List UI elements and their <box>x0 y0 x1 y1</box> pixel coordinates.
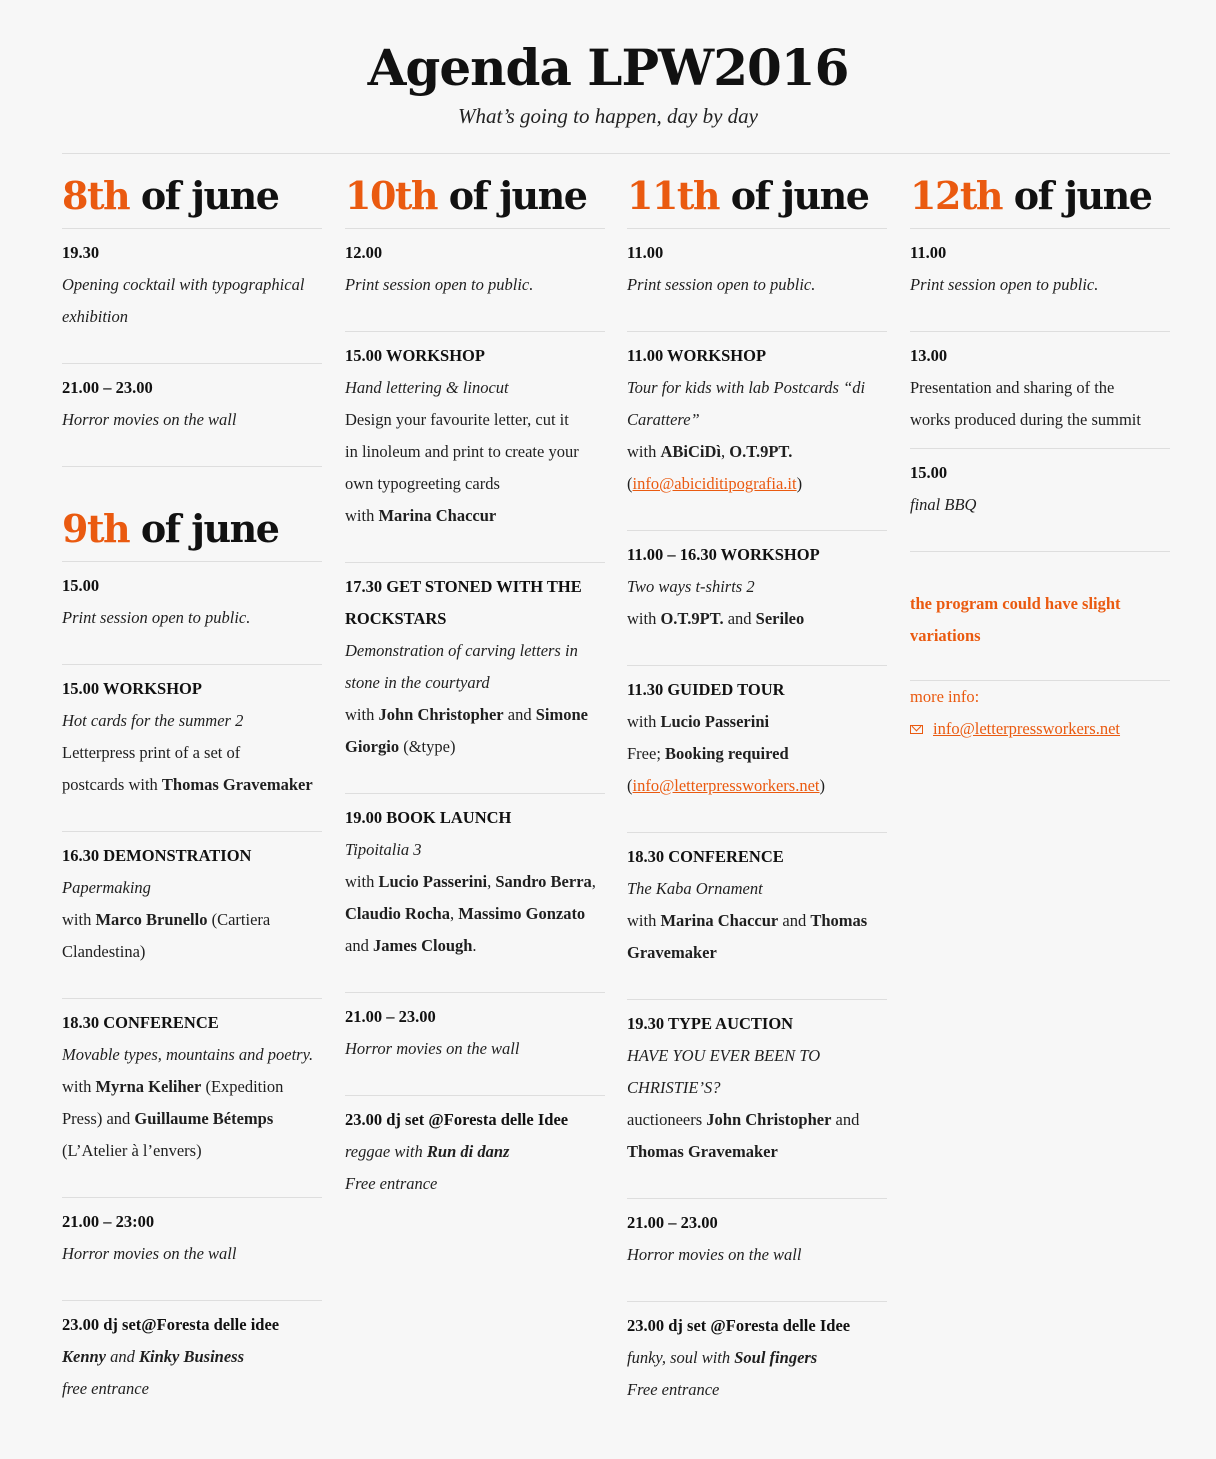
event-subtitle: Papermaking <box>62 878 151 897</box>
event-time: 23.00 dj set @Foresta delle Idee <box>627 1316 851 1335</box>
event-subtitle: The Kaba Ornament <box>627 879 763 898</box>
event-8-2 <box>62 364 322 467</box>
more-info-email-link[interactable]: info@letterpressworkers.net <box>933 719 1121 738</box>
event-description: own typogreeting cards <box>345 474 500 493</box>
page-subtitle: What’s going to happen, day by day <box>458 104 758 128</box>
event-subtitle: stone in the courtyard <box>345 673 490 692</box>
event-description: auctioneers John Christopher and <box>627 1110 860 1129</box>
column-1 <box>62 168 322 1435</box>
event-description: (L’Atelier à l’envers) <box>62 1141 202 1160</box>
person-name: Marina Chaccur <box>378 506 497 525</box>
day-number: 8th <box>62 173 130 218</box>
event-description: with Lucio Passerini, Sandro Berra, <box>345 872 596 891</box>
event-note: Free entrance <box>627 1380 720 1399</box>
day-heading-12 <box>910 168 1170 229</box>
person-name: Lucio Passerini <box>660 712 770 731</box>
event-description: works produced during the summit <box>910 410 1141 429</box>
artist-name: Kenny <box>62 1347 107 1366</box>
event-description: Claudio Rocha, Massimo Gonzato <box>345 904 586 923</box>
more-info-label: more info: <box>910 687 980 706</box>
person-name: Marina Chaccur <box>660 911 779 930</box>
event-description: Design your favourite letter, cut it <box>345 410 569 429</box>
event-title: Print session open to public. <box>345 275 534 294</box>
event-subtitle: Movable types, mountains and poetry. <box>62 1045 314 1064</box>
day-number: 9th <box>62 506 130 551</box>
event-note: free entrance <box>62 1379 149 1398</box>
day-suffix: of june <box>129 506 279 551</box>
person-name: O.T.9PT. <box>660 609 724 628</box>
page-header <box>0 36 1216 129</box>
person-name: John Christopher <box>378 705 504 724</box>
event-time: 15.00 <box>62 576 100 595</box>
event-11-6 <box>627 1000 887 1199</box>
event-10-2 <box>345 332 605 563</box>
event-description: funky, soul with Soul fingers <box>627 1348 818 1367</box>
event-10-3 <box>345 563 605 794</box>
day-number: 12th <box>910 173 1003 218</box>
day-heading-10 <box>345 168 605 229</box>
event-11-3 <box>627 531 887 666</box>
event-description: with Lucio Passerini <box>627 712 770 731</box>
artist-name: Run di danz <box>426 1142 510 1161</box>
event-time: 11.00 <box>910 243 947 262</box>
person-name: Thomas Gravemaker <box>161 775 313 794</box>
booking-note: Booking required <box>665 744 789 763</box>
column-3 <box>627 168 887 1436</box>
person-name: Marco Brunello <box>95 910 208 929</box>
person-name: Guillaume Bétemps <box>134 1109 274 1128</box>
event-subtitle: Tour for kids with lab Postcards “di <box>627 378 866 397</box>
person-name: O.T.9PT. <box>729 442 793 461</box>
event-10-4 <box>345 794 605 993</box>
event-time: 16.30 DEMONSTRATION <box>62 846 252 865</box>
event-time: 12.00 <box>345 243 383 262</box>
event-11-8 <box>627 1302 887 1436</box>
event-description: with John Christopher and Simone <box>345 705 588 724</box>
event-time: 11.30 GUIDED TOUR <box>627 680 785 699</box>
day-number: 10th <box>345 173 438 218</box>
event-time: 11.00 – 16.30 WORKSHOP <box>627 545 820 564</box>
day-heading-8 <box>62 168 322 229</box>
event-description: Giorgio (&type) <box>345 737 456 756</box>
event-12-1 <box>910 229 1170 332</box>
page-title: Agenda LPW2016 <box>367 38 849 97</box>
event-time: 17.30 GET STONED WITH THE <box>345 577 582 596</box>
event-subtitle: Hand lettering & linocut <box>345 378 509 397</box>
event-title: final BBQ <box>910 495 977 514</box>
artist-name: Kinky Business <box>139 1347 245 1366</box>
event-time: 11.00 <box>627 243 664 262</box>
person-name: Claudio Rocha <box>345 904 450 923</box>
person-name: John Christopher <box>706 1110 832 1129</box>
column-2 <box>345 168 605 1230</box>
event-time: 15.00 <box>910 463 948 482</box>
event-11-7 <box>627 1199 887 1302</box>
event-title: Print session open to public. <box>910 275 1099 294</box>
event-description: Presentation and sharing of the <box>910 378 1115 397</box>
day-suffix: of june <box>129 173 279 218</box>
event-description: in linoleum and print to create your <box>345 442 579 461</box>
event-description: Letterpress print of a set of <box>62 743 241 762</box>
event-10-5 <box>345 993 605 1096</box>
day-suffix: of june <box>1002 173 1152 218</box>
header-divider <box>62 153 1170 154</box>
person-name: Simone <box>535 705 588 724</box>
event-time: 19.30 <box>62 243 100 262</box>
envelope-icon <box>910 725 923 734</box>
event-time: 15.00 WORKSHOP <box>62 679 202 698</box>
event-description: with Marina Chaccur <box>345 506 497 525</box>
event-time: 15.00 WORKSHOP <box>345 346 485 365</box>
event-description: Kenny and Kinky Business <box>62 1347 245 1366</box>
event-time: 21.00 – 23:00 <box>62 1212 155 1231</box>
event-11-4 <box>627 666 887 833</box>
event-description: reggae with Run di danz <box>345 1142 510 1161</box>
event-9-5 <box>62 1198 322 1301</box>
event-10-6 <box>345 1096 605 1230</box>
event-title: Opening cocktail with typographical <box>62 275 305 294</box>
event-9-3 <box>62 832 322 999</box>
person-name: Sandro Berra <box>495 872 592 891</box>
event-time: 19.00 BOOK LAUNCH <box>345 808 512 827</box>
event-title: Print session open to public. <box>62 608 251 627</box>
event-9-4 <box>62 999 322 1198</box>
event-description: with ABiCiDì, O.T.9PT. <box>627 442 793 461</box>
event-description: with O.T.9PT. and Serileo <box>627 609 805 628</box>
event-11-1 <box>627 229 887 332</box>
event-time: 23.00 dj set@Foresta delle idee <box>62 1315 280 1334</box>
person-name: Thomas <box>810 911 868 930</box>
event-11-2 <box>627 332 887 531</box>
event-title: exhibition <box>62 307 128 326</box>
event-time: 19.30 TYPE AUCTION <box>627 1014 794 1033</box>
event-11-5 <box>627 833 887 1000</box>
column-4 <box>910 168 1170 745</box>
event-time: 21.00 – 23.00 <box>345 1007 436 1026</box>
event-description: Free; Booking required <box>627 744 789 763</box>
event-title: Horror movies on the wall <box>62 1244 237 1263</box>
person-name: Thomas Gravemaker <box>627 1142 778 1161</box>
event-9-2 <box>62 665 322 832</box>
event-description: with Marina Chaccur and Thomas <box>627 911 868 930</box>
event-time: 13.00 <box>910 346 948 365</box>
event-title: Horror movies on the wall <box>62 410 237 429</box>
event-contact: (info@abiciditipografia.it) <box>627 474 803 493</box>
event-time: 18.30 CONFERENCE <box>62 1013 219 1032</box>
event-9-6 <box>62 1301 322 1435</box>
event-subtitle: CHRISTIE’S? <box>627 1078 721 1097</box>
event-subtitle: HAVE YOU EVER BEEN TO <box>627 1046 821 1065</box>
program-variation-note: the program could have slight variations <box>910 552 1170 681</box>
artist-name: Soul fingers <box>734 1348 818 1367</box>
event-10-1 <box>345 229 605 332</box>
event-time: 21.00 – 23.00 <box>627 1213 718 1232</box>
person-name: ABiCiDì <box>660 442 721 461</box>
person-name: Lucio Passerini <box>378 872 488 891</box>
event-time: 23.00 dj set @Foresta delle Idee <box>345 1110 569 1129</box>
event-subtitle: Demonstration of carving letters in <box>345 641 578 660</box>
day-suffix: of june <box>437 173 587 218</box>
email-link[interactable]: info@abiciditipografia.it <box>632 474 797 493</box>
event-contact: (info@letterpressworkers.net) <box>627 776 826 795</box>
event-9-1 <box>62 562 322 665</box>
event-description: with Myrna Keliher (Expedition <box>62 1077 284 1096</box>
day-suffix: of june <box>719 173 869 218</box>
event-8-1 <box>62 229 322 364</box>
event-time: 21.00 – 23.00 <box>62 378 153 397</box>
more-info <box>910 681 1170 745</box>
person-name: Giorgio <box>345 737 400 756</box>
day-heading-9 <box>62 501 322 562</box>
event-subtitle: Tipoitalia 3 <box>345 840 422 859</box>
event-time: 11.00 WORKSHOP <box>627 346 767 365</box>
event-description: and James Clough. <box>345 936 477 955</box>
event-description: Press) and Guillaume Bétemps <box>62 1109 274 1128</box>
person-name: Gravemaker <box>627 943 717 962</box>
event-12-2 <box>910 332 1170 449</box>
day-heading-11 <box>627 168 887 229</box>
event-description: Clandestina) <box>62 942 146 961</box>
email-link[interactable]: info@letterpressworkers.net <box>632 776 820 795</box>
event-12-3 <box>910 449 1170 552</box>
event-title: Horror movies on the wall <box>345 1039 520 1058</box>
event-title: Horror movies on the wall <box>627 1245 802 1264</box>
event-description: postcards with Thomas Gravemaker <box>62 775 313 794</box>
person-name: James Clough <box>372 936 473 955</box>
event-title: Print session open to public. <box>627 275 816 294</box>
day-number: 11th <box>627 173 720 218</box>
person-name: Myrna Keliher <box>95 1077 202 1096</box>
event-subtitle: Two ways t-shirts 2 <box>627 577 755 596</box>
event-subtitle: Hot cards for the summer 2 <box>62 711 244 730</box>
person-name: Serileo <box>755 609 805 628</box>
event-note: Free entrance <box>345 1174 438 1193</box>
event-time: ROCKSTARS <box>345 609 447 628</box>
more-info-email-row <box>910 713 1170 745</box>
event-description: with Marco Brunello (Cartiera <box>62 910 271 929</box>
person-name: Massimo Gonzato <box>458 904 586 923</box>
event-time: 18.30 CONFERENCE <box>627 847 784 866</box>
event-subtitle: Carattere” <box>627 410 700 429</box>
